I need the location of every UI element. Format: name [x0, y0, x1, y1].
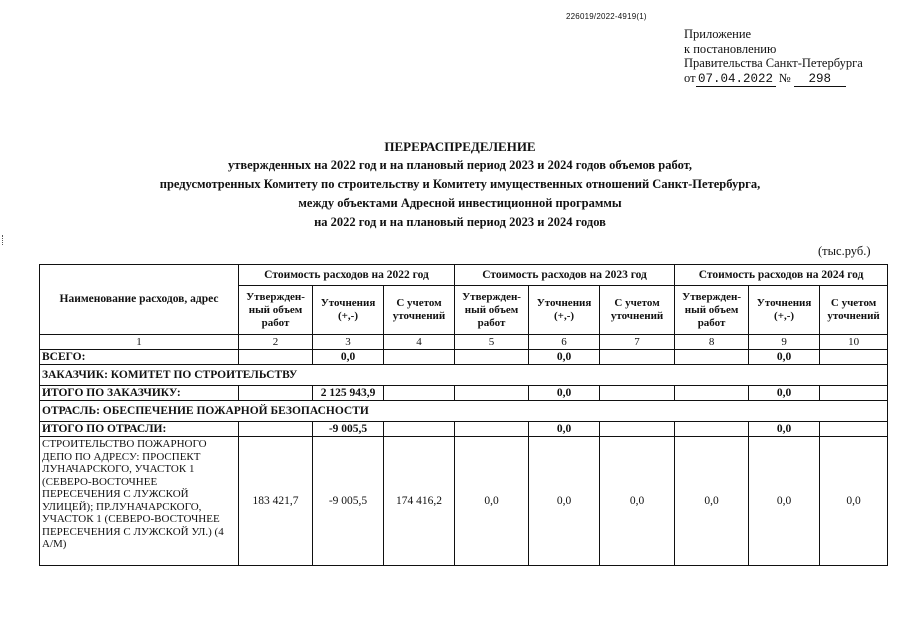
table-cell	[600, 386, 675, 401]
item-value: 0,0	[675, 437, 749, 566]
table-cell	[239, 350, 313, 365]
customer-total-2022-change: 2 125 943,9	[313, 386, 384, 401]
item-name: СТРОИТЕЛЬСТВО ПОЖАРНОГО ДЕПО ПО АДРЕСУ: ПРОСПЕКТ ЛУНАЧАРСКОГО, УЧАСТОК 1 (СЕВЕРО-ВОСТОЧНЕЕ ПЕРЕСЕЧЕНИЯ С ЛУЖСКОЙ УЛИЦЕЙ); ПР.ЛУНАЧАРСКОГО, УЧАСТОК 1 (СЕВЕРО-ВОСТОЧНЕЕ ПЕРЕСЕЧЕНИЯ С ЛУЖСКОЙ УЛ.) (4 А/М)	[40, 437, 239, 566]
customer-total-2023-change: 0,0	[529, 386, 600, 401]
item-value: 0,0	[749, 437, 820, 566]
customer-total-2024-change: 0,0	[749, 386, 820, 401]
customer-label: ЗАКАЗЧИК: КОМИТЕТ ПО СТРОИТЕЛЬСТВУ	[40, 365, 888, 386]
table-row	[40, 437, 888, 566]
table-cell	[820, 386, 888, 401]
grand-total-label: ВСЕГО:	[40, 350, 239, 365]
column-number: 4	[384, 335, 455, 350]
document-number: 226019/2022-4919(1)	[566, 12, 647, 21]
column-number: 6	[529, 335, 600, 350]
customer-total-row	[40, 386, 888, 401]
appendix-line-1: Приложение	[684, 27, 752, 41]
column-number: 2	[239, 335, 313, 350]
column-number: 1	[40, 335, 239, 350]
customer-total-label: ИТОГО ПО ЗАКАЗЧИКУ:	[40, 386, 239, 401]
appendix-block	[684, 27, 863, 87]
resolution-number: 298	[794, 72, 846, 88]
change-header: Уточнения (+,-)	[529, 286, 600, 335]
table-cell	[384, 350, 455, 365]
header-row-years	[40, 265, 888, 286]
column-number-row	[40, 335, 888, 350]
column-number: 3	[313, 335, 384, 350]
appendix-line-3: Правительства Санкт-Петербурга	[684, 56, 863, 70]
column-number: 8	[675, 335, 749, 350]
branch-total-2022-change: -9 005,5	[313, 422, 384, 437]
appendix-line-2: к постановлению	[684, 41, 777, 56]
title-line-1: утвержденных на 2022 год и на плановый период 2023 и 2024 годов объемов работ,	[228, 158, 692, 172]
item-value: -9 005,5	[313, 437, 384, 566]
table-cell	[820, 350, 888, 365]
branch-row	[40, 401, 888, 422]
item-value: 183 421,7	[239, 437, 313, 566]
branch-total-2024-change: 0,0	[749, 422, 820, 437]
change-header: Уточнения (+,-)	[313, 286, 384, 335]
resolution-date: 07.04.2022	[696, 72, 776, 88]
table-cell	[455, 350, 529, 365]
grand-total-2024-change: 0,0	[749, 350, 820, 365]
name-header: Наименование расходов, адрес	[40, 265, 239, 335]
appendix-date-line	[684, 71, 863, 88]
change-header: Уточнения (+,-)	[749, 286, 820, 335]
item-value: 0,0	[820, 437, 888, 566]
year-2023-header: Стоимость расходов на 2023 год	[455, 265, 675, 286]
grand-total-2022-change: 0,0	[313, 350, 384, 365]
total-header: С учетом уточнений	[600, 286, 675, 335]
table-cell	[675, 422, 749, 437]
units-label: (тыс.руб.)	[818, 244, 871, 258]
table-cell	[455, 386, 529, 401]
customer-row	[40, 365, 888, 386]
table-cell	[384, 422, 455, 437]
item-value: 0,0	[600, 437, 675, 566]
branch-total-row	[40, 422, 888, 437]
table-cell	[455, 422, 529, 437]
year-2022-header: Стоимость расходов на 2022 год	[239, 265, 455, 286]
total-header: С учетом уточнений	[820, 286, 888, 335]
table-cell	[600, 422, 675, 437]
redistribution-table	[39, 264, 888, 566]
column-number: 7	[600, 335, 675, 350]
title-line-0: ПЕРЕРАСПРЕДЕЛЕНИЕ	[384, 139, 536, 154]
table-cell	[384, 386, 455, 401]
column-number: 9	[749, 335, 820, 350]
table-cell	[675, 386, 749, 401]
approved-header: Утвержден-ный объем работ	[239, 286, 313, 335]
table-cell	[820, 422, 888, 437]
approved-header: Утвержден-ный объем работ	[675, 286, 749, 335]
item-value: 0,0	[455, 437, 529, 566]
column-number: 10	[820, 335, 888, 350]
branch-total-2023-change: 0,0	[529, 422, 600, 437]
column-number: 5	[455, 335, 529, 350]
approved-header: Утвержден-ный объем работ	[455, 286, 529, 335]
number-label: №	[778, 70, 791, 85]
title-line-3: между объектами Адресной инвестиционной программы	[298, 196, 622, 210]
from-label: от	[684, 70, 696, 85]
table-cell	[239, 386, 313, 401]
total-header: С учетом уточнений	[384, 286, 455, 335]
item-value: 0,0	[529, 437, 600, 566]
document-title	[120, 137, 800, 232]
title-line-4: на 2022 год и на плановый период 2023 и 2024 годов	[314, 215, 606, 229]
branch-total-label: ИТОГО ПО ОТРАСЛИ:	[40, 422, 239, 437]
grand-total-row	[40, 350, 888, 365]
year-2024-header: Стоимость расходов на 2024 год	[675, 265, 888, 286]
branch-label: ОТРАСЛЬ: ОБЕСПЕЧЕНИЕ ПОЖАРНОЙ БЕЗОПАСНОСТИ	[40, 401, 888, 422]
table-cell	[239, 422, 313, 437]
title-line-2: предусмотренных Комитету по строительству и Комитету имущественных отношений Санкт-Петербурга,	[159, 177, 761, 191]
item-value: 174 416,2	[384, 437, 455, 566]
table-cell	[675, 350, 749, 365]
grand-total-2023-change: 0,0	[529, 350, 600, 365]
scan-margin-mark	[2, 235, 5, 245]
table-cell	[600, 350, 675, 365]
